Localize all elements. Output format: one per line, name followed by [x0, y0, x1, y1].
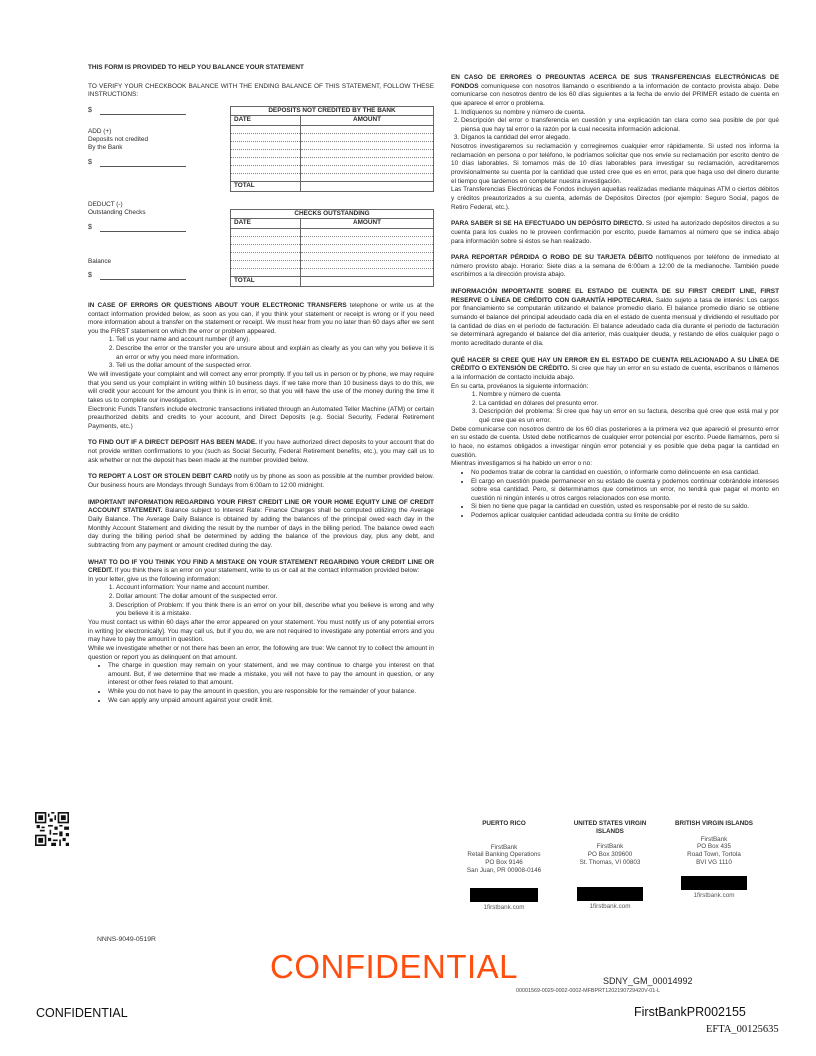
list-item: • El cargo en cuestión puede permanecer en su estado de cuenta y podemos continuar cobrándole intereses sobre esa cantidad. Pero, si determinamos que cometimos un error, no tendrá que pagar el monto en cuestión ni ningún interés u otros cargos relacionados con ese monto. [471, 478, 779, 504]
confidential-label: CONFIDENTIAL [36, 1006, 128, 1020]
form-intro: TO VERIFY YOUR CHECKBOOK BALANCE WITH THE ENDING BALANCE OF THIS STATEMENT, FOLLOW THESE INSTRUCTIONS: [88, 82, 434, 99]
website-link[interactable]: 1firstbank.com [483, 904, 525, 912]
bates-number: SDNY_GM_00014992 [603, 976, 693, 986]
balance-amount-line: $ [88, 271, 186, 280]
list-item: • Podemos aplicar cualquier cantidad adeudada contra su límite de crédito [471, 512, 779, 521]
list-item: • No podemos tratar de cobrar la cantidad en cuestión, o informarle como delincuente en esa cantidad. [471, 469, 779, 478]
document-id: 00001569-0029-0002-0002-MFBPRT1202190729420V-01-L [516, 988, 661, 994]
perdida-section: PARA REPORTAR PÉRDIDA O ROBO DE SU TARJETA DÉBITO notifíquenos por teléfono de inmediato al número provisto abajo. Horario: Siete días a la semana de 6:00am a 12:00 de la medianoche. También puede escribirnos a la dirección provista abajo. [451, 254, 779, 279]
error-credito-section: QUÉ HACER SI CREE QUE HAY UN ERROR EN EL ESTADO DE CUENTA RELACIONADO A SU LÍNEA DE CRÉDITO O EXTENSIÓN DE CRÉDITO. Si cree que hay un error en su estado de cuenta, escríbanos o llámenos a la información de contacto incluida abajo. En su carta, provéanos la siguiente información: 1. Nombre y número de cuenta 2. La cantidad en dólares del presunto error. 3. Descripción del problema: Si cree que hay un error en su factura, describa qué cree que está mal y por qué cree que es un error. Debe comunicarse con nosotros dentro de los 60 días posteriores a la primera vez que apareció el presunto error en su estado de cuenta. Usted debe notificarnos de cualquier error potencial por escrito. Puede llamarnos, pero si lo hace, no estamos obligados a investigar ningún error potencial y es posible que deba pagar la cantidad en cuestión. Mientras investigamos si ha habido un error o no: • No podemos tratar de cobrar la cantidad en cuestión, o informarle como delincuente en esa cantidad. • El cargo en cuestión puede permanecer en su estado de cuenta y podemos continuar cobrándole intereses sobre esa cantidad. Pero, si determinamos que cometimos un error, no tendrá que pagar el monto en cuestión ni ningún interés u otros cargos relacionados con ese monto. • Si bien no tiene que pagar la cantidad en cuestión, usted es responsable por el resto de su saldo. • Podemos aplicar cualquier cantidad adeudada contra su límite de crédito [451, 357, 779, 521]
credito-section: INFORMACIÓN IMPORTANTE SOBRE EL ESTADO DE CUENTA DE SU FIRST CREDIT LINE, FIRST RESERVE O LÍNEA DE CRÉDITO CON GARANTÍA HIPOTECARIA. Saldo sujeto a tasa de interés: Los cargos por financiamiento se computarán utilizando el balance promedio diario. El balance promedio diario se obtiene sumando el balance del principal adeudado cada día en el estado de cuenta mensual y dividiendo el resultado por la cantidad de días en el período de facturación. El balance adeudado cada día durante el período de facturación se determinará agregando el balance del día anterior, más cualquier deuda, y restando de ellos cualquier pago o monto acreditado durante el día. [451, 288, 779, 347]
list-item: 2. Descripción del error o transferencia en cuestión y una explicación tan clara como sea posible de por qué piensa que hay tal error o la razón por la cual necesita información adicional. [461, 117, 779, 134]
list-item: 1. Nombre y número de cuenta [479, 391, 779, 400]
list-item: 3. Tell us the dollar amount of the suspected error. [116, 362, 434, 371]
redaction-bar [577, 887, 643, 901]
checks-table [230, 209, 434, 287]
deposits-total-label: TOTAL [231, 182, 301, 192]
deposits-col-amount: AMOUNT [301, 116, 434, 126]
statement-balance-line: $ [88, 106, 186, 115]
redaction-bar [681, 876, 747, 890]
deposits-table-caption: DEPOSITS NOT CREDITED BY THE BANK [231, 106, 434, 116]
confidential-stamp: CONFIDENTIAL [270, 948, 519, 985]
checks-table-caption: CHECKS OUTSTANDING [231, 209, 434, 219]
checks-col-amount: AMOUNT [301, 219, 434, 229]
balance-worksheet [88, 106, 434, 298]
qr-code-icon [35, 812, 69, 846]
right-column [451, 74, 779, 521]
list-item: 2. Dollar amount: The dollar amount of the suspected error. [116, 593, 434, 602]
list-item: 2. La cantidad en dólares del presunto error. [479, 400, 779, 409]
balance-label: Balance [88, 257, 112, 265]
add-amount-line: $ [88, 158, 186, 167]
redaction-bar [470, 888, 538, 902]
list-item: • We can apply any unpaid amount against your credit limit. [108, 697, 434, 706]
location-puerto-rico: PUERTO RICO FirstBank Retail Banking Operations PO Box 9146 San Juan, PR 00908-0146 1firstbank.com [456, 820, 552, 912]
location-usvi: UNITED STATES VIRGIN ISLANDS FirstBank PO Box 309600 St. Thomas, VI 00803 1firstbank.com [560, 820, 660, 911]
list-item: 2. Describe the error or the transfer you are unsure about and explain as clearly as you can why you believe it is an error or why you need more information. [116, 345, 434, 362]
add-label: ADD (+) Deposits not credited By the Bank [88, 127, 149, 151]
deposits-col-date: DATE [231, 116, 301, 126]
list-item: 3. Díganos la cantidad del error alegado. [461, 134, 779, 143]
deposito-section: PARA SABER SI SE HA EFECTUADO UN DEPÓSITO DIRECTO. Si usted ha autorizado depósitos directos a su cuenta para los cuales no le proveen confirmación por escrito, puede llamarnos al número que se indica abajo para información sobre si éstos se han realizado. [451, 220, 779, 245]
list-item: • While you do not have to pay the amount in question, you are responsible for the remainder of your balance. [108, 688, 434, 697]
website-link[interactable]: 1firstbank.com [589, 903, 631, 911]
lost-card-section: TO REPORT A LOST OR STOLEN DEBIT CARD notify us by phone as soon as possible at the number provided below. Our business hours are Mondays through Sundays from 6:00am to 12:00 midnight. [88, 473, 435, 490]
website-link[interactable]: 1firstbank.com [693, 892, 735, 900]
list-item: • The charge in question may remain on your statement, and we may continue to charge you interest on that amount. But, if we determine that we made a mistake, you will not have to pay the amount in question, or any interest or other fees related to that amount. [108, 662, 434, 688]
deduct-amount-line: $ [88, 223, 186, 232]
deposits-table [230, 106, 434, 192]
checks-col-date: DATE [231, 219, 301, 229]
form-code: NNNS-9049-0519R [97, 936, 156, 943]
list-item: 3. Descripción del problema: Si cree que hay un error en su factura, describa qué cree que está mal y por qué cree que es un error. [479, 408, 779, 425]
list-item: 1. Indíquenos su nombre y número de cuenta. [461, 109, 779, 118]
deduct-label: DEDUCT (-) Outstanding Checks [88, 200, 146, 216]
location-bvi: BRITISH VIRGIN ISLANDS FirstBank PO Box 435 Road Town, Tortola BVI VG 1110 1firstbank.com [668, 820, 760, 900]
errors-section: IN CASE OF ERRORS OR QUESTIONS ABOUT YOUR ELECTRONIC TRANSFERS telephone or write us at the contact information provided below, as soon as you can, if you think your statement or receipt is wrong or if you need more information about a transfer on the statement or receipt. We must hear from you no later than 60 days after we sent you the FIRST statement on which the error or problem appeared. 1. Tell us your name and account number (if any). 2. Describe the error or the transfer you are unsure about and explain as clearly as you can why you believe it is an error or why you need more information. 3. Tell us the dollar amount of the suspected error. We will investigate your complaint and will correct any error promptly. If you tell us in person or by phone, we may require that you send us your complaint in writing within 10 business days. If we take more than 10 business days to do this, we will credit your account for the amount you think is in error, so that you will have the use of the money during the time it takes us to complete our investigation. Electronic Funds Transfers include electronic transactions initiated through an Automated Teller Machine (ATM) or certain preauthorized debits and credits to your account, and Direct Deposits (e.g. Social Security, Federal Retirement Payments, etc.) [88, 302, 434, 432]
checks-total-label: TOTAL [231, 277, 301, 287]
list-item: 1. Tell us your name and account number (if any). [116, 336, 434, 345]
production-number: FirstBankPR002155 [634, 1005, 746, 1019]
form-title: THIS FORM IS PROVIDED TO HELP YOU BALANCE YOUR STATEMENT [88, 64, 304, 71]
left-column [88, 64, 434, 705]
efta-number: EFTA_00125635 [706, 1024, 779, 1035]
errores-section: EN CASO DE ERRORES O PREGUNTAS ACERCA DE SUS TRANSFERENCIAS ELECTRÓNICAS DE FONDOS comuníquese con nosotros llamando o escribiendo a la información de contacto provista abajo. Debe comunicarse con nosotros dentro de los 60 días siguientes a la fecha de envío del PRIMER estado de cuenta en que aparece el error o problema. 1. Indíquenos su nombre y número de cuenta. 2. Descripción del error o transferencia en cuestión y una explicación tan clara como sea posible de por qué piensa que hay tal error o la razón por la cual necesita información adicional. 3. Díganos la cantidad del error alegado. Nosotros investigaremos su reclamación y corregiremos cualquier error rápidamente. Si usted nos informa la reclamación en persona o por teléfono, le podríamos solicitar que nos envíe su reclamación por escrito dentro de 10 días laborables. Si tomamos más de 10 días laborables para investigar su reclamación, acreditaremos provisionalmente su cuenta por la cantidad que usted cree que es en error, para que haga uso del dinero durante el tiempo que tardemos en completar nuestra investigación. Las Transferencias Electrónicas de Fondos incluyen aquellas realizadas mediante máquinas ATM o ciertos débitos y créditos preautorizados a su cuenta, además de Depósitos Directos (por ejemplo: Seguro Social, pagos de Retiro Federal, etc.). [451, 74, 779, 212]
mistake-section: WHAT TO DO IF YOU THINK YOU FIND A MISTAKE ON YOUR STATEMENT REGARDING YOUR CREDIT LINE OR CREDIT. If you think there is an error on your statement, write to us or call at the contact information provided below: In your letter, give us the following information: 1. Account information: Your name and account number. 2. Dollar amount: The dollar amount of the suspected error. 3. Description of Problem: If you think there is an error on your bill, describe what you believe is wrong and why you believe it is a mistake. You must contact us within 60 days after the error appeared on your statement. You must notify us of any potential errors in writing [or electronically]. You may call us, but if you do, we are not required to investigate any potential errors and you may have to pay the amount in question. While we investigate whether or not there has been an error, the following are true: We cannot try to collect the amount in question or report you as delinquent on that amount. • The charge in question may remain on your statement, and we may continue to charge you interest on that amount. But, if we determine that we made a mistake, you will not have to pay the amount in question, or any interest or other fees related to that amount. • While you do not have to pay the amount in question, you are responsible for the remainder of your balance. • We can apply any unpaid amount against your credit limit. [88, 559, 434, 706]
credit-line-section: IMPORTANT INFORMATION REGARDING YOUR FIRST CREDIT LINE OR YOUR HOME EQUITY LINE OF CREDIT ACCOUNT STATEMENT. Balance subject to Interest Rate: Finance Charges shall be computed utilizing the Average Daily Balance. The Average Daily Balance is obtained by adding the balances of the principal owed each day in the Monthly Account Statement and dividing the result by the number of days in the billing period. The balance owed each day during the billing period shall be determined by adding the balance of the previous day, plus any debt, and subtracting from any payment or amount credited during the day. [88, 498, 434, 549]
list-item: • Si bien no tiene que pagar la cantidad en cuestión, usted es responsable por el resto de su saldo. [471, 503, 779, 512]
list-item: 3. Description of Problem: If you think there is an error on your bill, describe what you believe is wrong and why you believe it is a mistake. [116, 602, 434, 619]
direct-deposit-section: TO FIND OUT IF A DIRECT DEPOSIT HAS BEEN MADE. If you have authorized direct deposits to your account that do not provide written confirmations to you (such as Social Security, Federal Retirement benefits, etc.), you may call us to ask whether or not the deposit has been made at the number provided below. [88, 439, 435, 464]
list-item: 1. Account information: Your name and account number. [116, 584, 434, 593]
